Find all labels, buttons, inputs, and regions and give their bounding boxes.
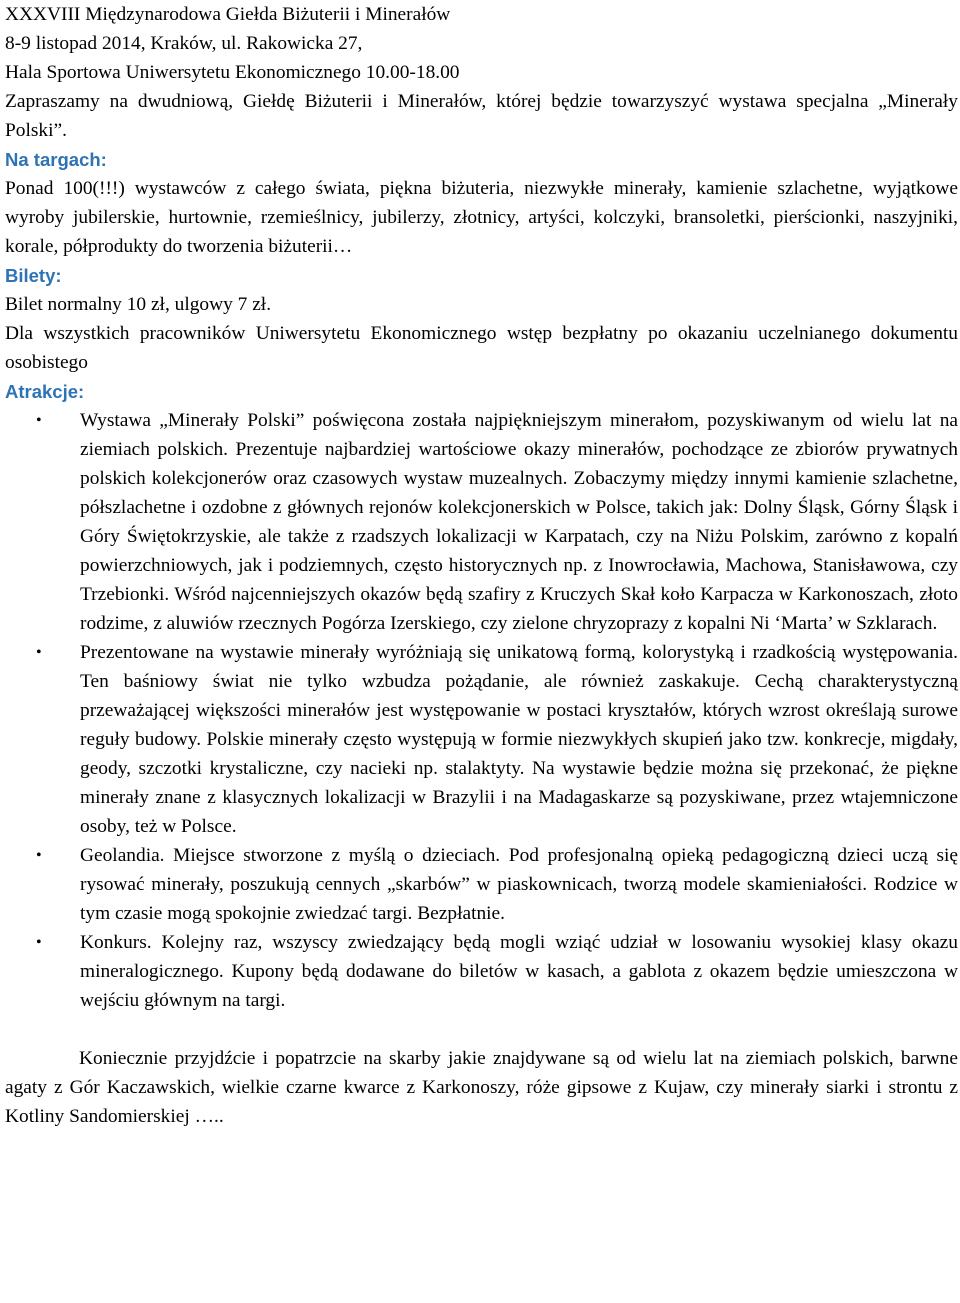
fair-heading: Na targach: [5, 149, 107, 170]
bullet-icon: • [36, 847, 42, 864]
event-header [5, 0, 958, 145]
event-date-place: 8-9 listopad 2014, Kraków, ul. Rakowicka 27, [5, 33, 363, 54]
ticket-free-entry: Dla wszystkich pracowników Uniwersytetu Ekonomicznego wstęp bezpłatny po okazaniu uczelnianego dokumentu osobistego [5, 323, 958, 373]
attractions-heading: Atrakcje: [5, 381, 85, 402]
event-venue-hours: Hala Sportowa Uniwersytetu Ekonomicznego 10.00-18.00 [5, 62, 460, 83]
fair-text: Ponad 100(!!!) wystawców z całego świata, piękna biżuteria, niezwykłe minerały, kamienie szlachetne, wyjątkowe wyroby jubilerskie, hurtownie, rzemieślnicy, jubilerzy, złotnicy, artyści, kolczyki, bransoletki, pierścionki, naszyjniki, korale, półprodukty do tworzenia biżuterii… [5, 178, 958, 257]
ticket-prices: Bilet normalny 10 zł, ulgowy 7 zł. [5, 294, 272, 315]
bullet-icon: • [36, 934, 42, 951]
event-title: XXXVIII Międzynarodowa Giełda Biżuterii i Minerałów [5, 4, 451, 25]
closing-paragraph: Koniecznie przyjdźcie i popatrzcie na skarby jakie znajdywane są od wielu lat na ziemiach polskich, barwne agaty z Gór Kaczawskich, wielkie czarne kwarce z Karkonoszy, róże gipsowe z Kujaw, czy minerały siarki i strontu z Kotliny Sandomierskiej ….. [5, 1048, 958, 1127]
event-invitation: Zapraszamy na dwudniową, Giełdę Biżuterii i Minerałów, której będzie towarzyszyć wystawa specjalna „Minerały Polski”. [5, 91, 958, 141]
bullet-icon: • [36, 644, 42, 661]
list-item [36, 841, 958, 928]
list-item [36, 406, 958, 638]
paragraph-spacer [5, 1015, 958, 1044]
list-item [36, 638, 958, 841]
attraction-exhibition-text: Wystawa „Minerały Polski” poświęcona została najpiękniejszym minerałom, pozyskiwanym od wielu lat na ziemiach polskich. Prezentuje najbardziej wartościowe okazy minerałów, pochodzące ze zbiorów prywatnych polskich kolekcjonerów oraz czasowych wystaw muzealnych. Zobaczymy między innymi kamienie szlachetne, półszlachetne i ozdobne z głównych rejonów kolekcjonerskich w Polsce, takich jak: Dolny Śląsk, Górny Śląsk i Góry Świętokrzyskie, ale także z rzadszych lokalizacji w Karpatach, czy na Niżu Polskim, zarówno z kopalń powierzchniowych, jak i podziemnych, często historycznych np. z Inowrocławia, Machowa, Stanisławowa, czy Trzebionki. Wśród najcenniejszych okazów będą szafiry z Kruczych Skał koło Karpacza w Karkonoszach, złoto rodzime, z aluwiów rzecznych Pogórza Izerskiego, czy zielone chryzoprazy z kopalni Ni ‘Marta’ w Szklarach. [80, 410, 958, 634]
bullet-icon: • [36, 412, 42, 429]
list-item [36, 928, 958, 1015]
attraction-contest-text: Konkurs. Kolejny raz, wszyscy zwiedzający będą mogli wziąć udział w losowaniu wysokiej klasy okazu mineralogicznego. Kupony będą dodawane do biletów w kasach, a gablota z okazem będzie umieszczona w wejściu głównym na targi. [80, 932, 958, 1011]
attractions-list [5, 406, 958, 1015]
tickets-heading: Bilety: [5, 265, 62, 286]
attraction-geolandia-text: Geolandia. Miejsce stworzone z myślą o dzieciach. Pod profesjonalną opieką pedagogiczną dzieci uczą się rysować minerały, poszukują cennych „skarbów” w piaskownicach, tworzą modele skamieniałości. Rodzice w tym czasie mogą spokojnie zwiedzać targi. Bezpłatnie. [80, 845, 958, 924]
attraction-minerals-text: Prezentowane na wystawie minerały wyróżniają się unikatową formą, kolorystyką i rzadkością występowania. Ten baśniowy świat nie tylko wzbudza pożądanie, ale również zaskakuje. Cechą charakterystyczną przeważającej większości minerałów jest występowanie w postaci kryształów, których wzrost określają surowe reguły budowy. Polskie minerały często występują w formie niezwykłych skupień jako tzw. konkrecje, migdały, geody, szczotki krystaliczne, czy nacieki np. stalaktyty. Na wystawie będzie można się przekonać, że piękne minerały znane z klasycznych lokalizacji w Brazylii i na Madagaskarze są pozyskiwane, przez wtajemniczone osoby, też w Polsce. [80, 642, 958, 837]
